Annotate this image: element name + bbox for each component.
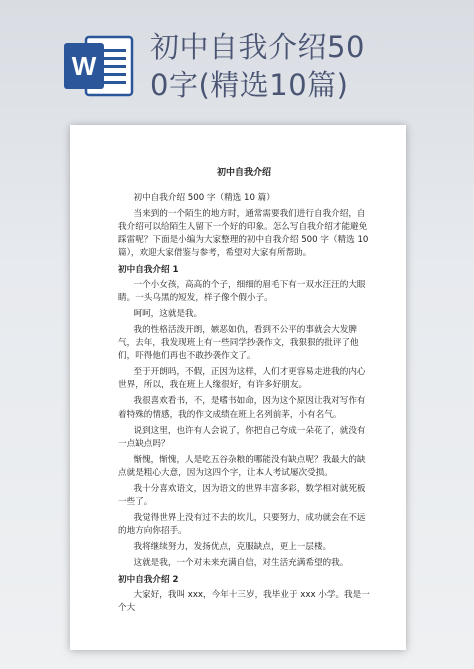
paragraph: 我的性格活泼开朗，嫉恶如仇，看到不公平的事就会大发脾气，去年，我发现班上有一些同学抄袭作文，我狠狠的批评了他们，吓得他们再也不敢抄袭作文了。 xyxy=(118,324,359,362)
section-heading: 初中自我介绍 1 xyxy=(118,264,179,275)
paragraph: 呵呵，这就是我。 xyxy=(133,308,203,319)
paragraph: 至于开朗吗，不假，正因为这样，人们才更容易走进我的内心世界，所以，我在班上人缘很好，有许多好朋友。 xyxy=(118,367,366,391)
banner-title-line-1: 初中自我介绍50 xyxy=(150,30,365,64)
paragraph: 初中自我介绍 500 字（精选 10 篇） xyxy=(133,193,275,204)
word-icon-letter: W xyxy=(71,51,97,81)
paragraph: 这就是我，一个对未来充满自信，对生活充满希望的我。 xyxy=(133,558,349,569)
document-paragraphs xyxy=(118,192,370,615)
paragraph: 说到这里，也许有人会说了，你把自己夸成一朵花了，就没有一点缺点吗？ xyxy=(118,425,366,449)
banner xyxy=(0,0,474,120)
paragraph: 我将继续努力，发扬优点，克服缺点，更上一层楼。 xyxy=(133,542,332,553)
document-page xyxy=(70,125,406,650)
word-document-icon xyxy=(62,35,134,97)
paragraph: 一个小女孩，高高的个子，细细的眉毛下有一双水汪汪的大眼睛。一头乌黑的短发，样子像个假小子。 xyxy=(118,279,366,303)
paragraph: 我很喜欢看书，不，是嗜书如命，因为这个原因让我对写作有着特殊的情感，我的作文成绩在班上名列前茅，小有名气。 xyxy=(118,396,366,420)
banner-title-line-2: 0字(精选10篇) xyxy=(150,68,349,102)
banner-title xyxy=(150,28,470,104)
document-body xyxy=(118,167,370,618)
paragraph: 我十分喜欢语文，因为语文的世界丰富多彩，数学相对就死板一些了。 xyxy=(118,483,366,508)
paragraph: 我觉得世界上没有过不去的坎儿，只要努力，成功就会在不远的地方向你招手。 xyxy=(118,513,366,537)
paragraph: 当来到的一个陌生的地方时，通常需要我们进行自我介绍，自我介绍可以给陌生人留下一个好的印象。怎么写自我介绍才能避免踩雷呢？下面是小编为大家整理的初中自我介绍 500 字（精选 10 篇），欢迎大家借鉴与参考，希望对大家有所帮助。 xyxy=(118,209,369,259)
paragraph: 大家好，我叫 xxx，今年十三岁，我毕业于 xxx 小学。我是一个大 xyxy=(118,589,370,613)
section-heading: 初中自我介绍 2 xyxy=(118,574,179,585)
document-title: 初中自我介绍 xyxy=(216,168,271,178)
paragraph: 惭愧，惭愧，人是吃五谷杂粮的哪能没有缺点呢？我最大的缺点就是粗心大意，因为这四个字，让本人考试屡次受损。 xyxy=(118,454,366,478)
